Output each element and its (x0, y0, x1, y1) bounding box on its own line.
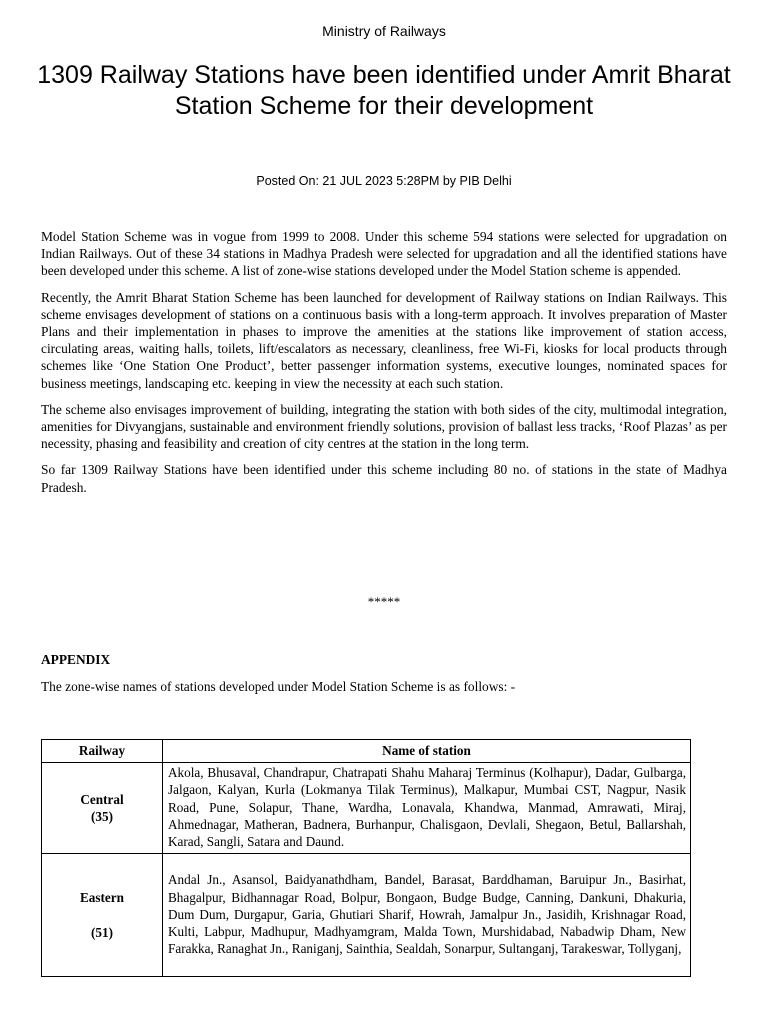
header-station-names: Name of station (163, 740, 691, 763)
paragraph-scheme-envisages: The scheme also envisages improvement of building, integrating the station with both sides of the city, multimodal integration, amenities for Divyangjans, sustainable and environment friendly solutions, provision of ballast less tracks, ‘Roof Plazas’ as per necessity, phasing and feasibility and creation of city centres at the station in the long term. (41, 401, 727, 452)
paragraph-amrit-bharat: Recently, the Amrit Bharat Station Scheme has been launched for development of Railway stations on Indian Railways. This scheme envisages development of stations on a continuous basis with a long-term approach. It involves preparation of Master Plans and their implementation in phases to improve the amenities at the stations like improvement of station access, circulating areas, waiting halls, toilets, lift/escalators as necessary, cleanliness, free Wi-Fi, kiosks for local products through schemes like ‘One Station One Product’, better passenger information systems, executive lounges, nominated spaces for business meetings, landscaping etc. keeping in view the necessity at each such station. (41, 289, 727, 391)
railway-zone-name: Central (80, 791, 124, 807)
railway-zone-count: (51) (91, 925, 113, 941)
page-title: 1309 Railway Stations have been identified under Amrit Bharat Station Scheme for their development (37, 61, 731, 120)
station-names-cell: Andal Jn., Asansol, Baidyanathdham, Bandel, Barasat, Barddhaman, Baruipur Jn., Basirhat, Bhagalpur, Bidhannagar Road, Bolpur, Bongaon, Budge Budge, Canning, Dankuni, Dhakuria, Dum Dum, Durgapur, Garia, Ghutiari Sharif, Howrah, Jamalpur Jn., Jasidih, Krishnagar Road, Kulti, Labpur, Madhupur, Madhyamgram, Malda Town, Murshidabad, Nabadwip Dham, New Farakka, Ranaghat Jn., Raniganj, Sainthia, Sealdah, Sonarpur, Sultanganj, Tarakeswar, Tollyganj, (163, 854, 691, 977)
article-body (41, 228, 727, 505)
appendix-intro: The zone-wise names of stations developed under Model Station Scheme is as follows: - (41, 679, 516, 694)
paragraph-model-station: Model Station Scheme was in vogue from 1999 to 2008. Under this scheme 594 stations were selected for upgradation on Indian Railways. Out of these 34 stations in Madhya Pradesh were selected for upgradation and all the identified stations have been developed under this scheme. A list of zone-wise stations developed under the Model Station scheme is appended. (41, 229, 727, 279)
posted-info: Posted On: 21 JUL 2023 5:28PM by PIB Delhi (256, 174, 512, 188)
table-row (42, 854, 691, 977)
railway-zone-count: (35) (91, 809, 113, 825)
ministry-name: Ministry of Railways (322, 23, 446, 39)
station-names-cell: Akola, Bhusaval, Chandrapur, Chatrapati Shahu Maharaj Terminus (Kolhapur), Dadar, Gulbarga, Jalgaon, Kalyan, Kurla (Lokmanya Tilak Terminus), Malkapur, Mumbai CST, Nagpur, Nasik Road, Pune, Solapur, Thane, Wardha, Lonavala, Khandwa, Manmad, Amrawati, Miraj, Ahmednagar, Matheran, Badnera, Burhanpur, Chalisgaon, Devlali, Shegaon, Betul, Ballarshah, Karad, Sangli, Satara and Daund. (163, 763, 691, 854)
appendix-heading: APPENDIX (41, 652, 111, 667)
header-railway: Railway (42, 740, 163, 763)
table-header-row (42, 740, 691, 763)
railway-zone-cell (42, 854, 163, 977)
stations-table (41, 739, 691, 977)
separator-stars: ***** (367, 594, 401, 609)
railway-zone-name: Eastern (80, 890, 124, 906)
table-row (42, 763, 691, 854)
paragraph-so-far: So far 1309 Railway Stations have been identified under this scheme including 80 no. of stations in the state of Madhya Pradesh. (41, 462, 727, 495)
railway-zone-cell (42, 763, 163, 854)
